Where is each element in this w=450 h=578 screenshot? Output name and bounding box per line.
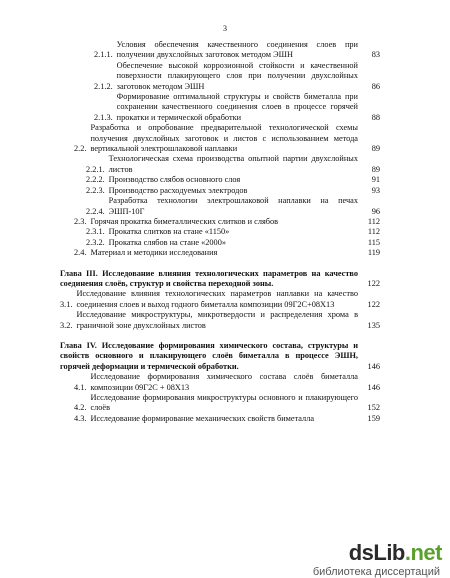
toc-entry-text: Исследование формирования микроструктуры основного и плакирующего слоёв [90, 393, 358, 413]
toc-entry-page: 115 [367, 237, 380, 247]
toc-entry [60, 92, 380, 123]
toc-entry-number: 2.4. [74, 248, 87, 258]
toc-entry-number: 2.2.4. [86, 206, 105, 216]
toc-entry-number: 4.3. [74, 413, 87, 423]
toc-entry-number: 2.3.1. [86, 227, 105, 237]
toc-entry-text: Исследование формирования химического состава слоёв биметалла композиции 09Г2С + 08Х13 [90, 372, 358, 392]
toc-entry [60, 414, 380, 424]
toc-entry [60, 372, 380, 393]
toc-entry-page: 89 [371, 164, 380, 174]
toc-entry [60, 123, 380, 154]
chapter-title: Глава III. Исследование влияния технологических параметров на качество соединения слоёв, структур и свойства переходной зоны. [60, 268, 358, 288]
toc-entry-page: 122 [367, 299, 380, 309]
toc-entry-page: 146 [367, 382, 380, 392]
dslib-watermark[interactable] [349, 540, 442, 566]
watermark-subtitle: библиотека диссертаций [312, 566, 440, 578]
toc-entry-number: 2.2.3. [86, 185, 105, 195]
toc-entry [60, 217, 380, 227]
toc-entry-number: 2.1.3. [94, 112, 113, 122]
chapter-page: 146 [367, 361, 380, 371]
chapter-heading [60, 341, 380, 372]
toc-entry [60, 40, 380, 61]
toc-entry [60, 227, 380, 237]
toc-entry-number: 2.1.2. [94, 81, 113, 91]
toc-entry [60, 393, 380, 414]
toc-entry-page: 112 [367, 216, 380, 226]
toc-entry [60, 186, 380, 196]
toc-entry-text: Производство расходуемых электродов [108, 185, 248, 195]
toc-entry-text: Формирование оптимальной структуры и свойств биметалла при сохранении качественного соединения слоев в процессе горячей прокатки и термической обработки [116, 92, 358, 122]
toc-entry-text: Разработка и опробование предварительной технологической схемы получения двухслойных заготовок и листов с использованием метода вертикальной электрошлаковой наплавки [90, 123, 358, 154]
watermark-logo-main: dsLib [348, 540, 405, 565]
toc-entry-number: 2.2.2. [86, 175, 105, 185]
toc-entry-page: 112 [367, 227, 380, 237]
table-of-contents [60, 40, 380, 424]
toc-entry-page: 119 [367, 248, 380, 258]
toc-entry-page: 96 [371, 206, 380, 216]
toc-entry [60, 196, 380, 217]
toc-entry-text: Разработка технологии электрошлаковой наплавки на печах ЭШП-10Г [108, 196, 358, 216]
toc-entry-text: Исследование микроструктуры, микротвердости и распределения хрома в граничной зоне двухслойных листов [76, 310, 358, 330]
toc-entry-page: 159 [367, 413, 380, 423]
toc-entry [60, 175, 380, 185]
toc-entry-number: 2.2.1. [86, 164, 105, 174]
toc-entry-number: 4.2. [74, 403, 87, 413]
toc-entry-text: Горячая прокатка биметаллических слитков и слябов [90, 216, 279, 226]
toc-entry-page: 152 [367, 403, 380, 413]
toc-entry-text: Исследование формирование механических свойств биметалла [90, 413, 315, 423]
toc-entry-text: Прокатка слитков на стане «1150» [108, 227, 230, 237]
toc-entry-text: Технологическая схема производства опытной партии двухслойных листов [108, 154, 358, 174]
chapter-page: 122 [367, 278, 380, 288]
chapter-heading [60, 269, 380, 290]
toc-entry [60, 248, 380, 258]
toc-entry-page: 93 [371, 185, 380, 195]
watermark-logo [349, 540, 442, 566]
toc-entry-number: 3.2. [60, 320, 73, 330]
toc-entry-number: 2.2. [74, 144, 87, 154]
toc-entry-page: 89 [371, 144, 380, 154]
toc-entry [60, 310, 380, 331]
watermark-logo-accent: .net [404, 540, 442, 565]
toc-entry [60, 154, 380, 175]
toc-entry-text: Условия обеспечения качественного соединения слоев при получении двухслойных заготовок методом ЭШН [116, 40, 358, 60]
toc-entry-text: Материал и методики исследования [90, 248, 218, 258]
page-number: 3 [223, 24, 227, 33]
toc-entry-page: 135 [367, 320, 380, 330]
toc-entry-number: 2.3.2. [86, 237, 105, 247]
toc-entry-number: 4.1. [74, 382, 87, 392]
toc-entry-text: Обеспечение высокой коррозионной стойкости и качественной поверхности плакирующего слоя при получении двухслойных заготовок методом ЭШН [116, 60, 358, 91]
chapter-title: Глава IV. Исследование формирования химического состава, структуры и свойств основного и плакирующего слоёв биметалла в процессе ЭШН, горячей деформации и термической обработки. [60, 340, 358, 371]
toc-entry-page: 86 [371, 81, 380, 91]
toc-entry-page: 83 [371, 50, 380, 60]
toc-entry-text: Исследование влияния технологических параметров наплавки на качество соединения слоев и выход годного биметалла композиции 09Г2С+08Х13 [76, 289, 358, 309]
toc-entry-page: 88 [371, 112, 380, 122]
toc-entry [60, 289, 380, 310]
toc-entry-number: 3.1. [60, 299, 73, 309]
toc-entry [60, 238, 380, 248]
toc-entry-page: 91 [371, 175, 380, 185]
toc-entry [60, 61, 380, 92]
toc-entry-text: Производство слябов основного слоя [108, 175, 241, 185]
toc-entry-number: 2.1.1. [94, 50, 113, 60]
toc-entry-number: 2.3. [74, 216, 87, 226]
toc-entry-text: Прокатка слябов на стане «2000» [108, 237, 226, 247]
